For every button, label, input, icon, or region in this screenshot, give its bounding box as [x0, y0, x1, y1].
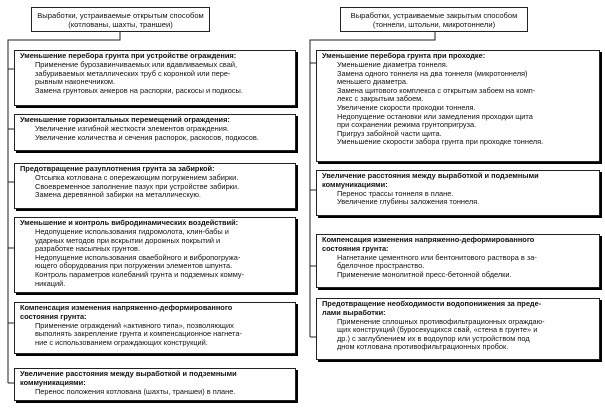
right-box-1	[316, 50, 600, 162]
box-title: Предотвращение необходимости водопонижения за преде- лами выработки:	[322, 299, 542, 317]
list-item: Нагнетание цементного или бентонитового раствора в за- бделочное пространство.	[337, 252, 537, 271]
left-header-line1: Выработки, устраиваемые открытым способом	[37, 11, 204, 20]
list-item: Недопущение использования сваебойного и вибропогружа- ющего оборудования при погружении элементов шпунта.	[35, 252, 241, 271]
box-title: Предотвращение разуплотнения грунта за забиркой:	[20, 164, 215, 173]
box-title: Уменьшение перебора грунта при проходке:	[322, 51, 486, 60]
left-box-6	[14, 368, 296, 401]
left-box-3	[14, 163, 296, 209]
list-item: Перенос трассы тоннеля в плане.	[337, 188, 454, 198]
left-header	[31, 7, 210, 32]
list-item: Замена грунтовых анкеров на распорки, раскосы и подкосы.	[35, 85, 243, 95]
list-item: Замена одного тоннеля на два тоннеля (микротоннеля) меньшего диаметра.	[337, 68, 528, 87]
box-title: Увеличение расстояния между выработкой и подземными коммуникациями:	[20, 369, 237, 387]
list-item: Применение бурозавинчиваемых или вдавливаемых свай, забуриваемых металлических труб с коронкой или пере- рывным наконечником.	[35, 60, 238, 87]
left-box-4	[14, 217, 296, 293]
list-item: Недопущение использования гидромолота, клин-бабы и ударных методов при вскрытии дорожных покрытий и разработке насыпных грунтов.	[35, 227, 229, 254]
list-item: Увеличение изгибной жесткости элементов ограждения.	[35, 124, 229, 134]
right-box-3	[316, 234, 600, 288]
list-item: Увеличение скорости проходки тоннеля.	[337, 103, 476, 113]
list-item: Уменьшение диаметра тоннеля.	[337, 60, 448, 70]
list-item: Недопущение остановки или замедления проходки щита при сохранении режима грунтопригруза.	[337, 111, 533, 130]
list-item: Применение монолитной пресс-бетонной обделки.	[337, 269, 512, 279]
right-box-4	[316, 298, 600, 360]
list-item: Контроль параметров колебаний грунта и подземных комму- никаций.	[35, 270, 245, 288]
box-title: Уменьшение перебора грунта при устройстве ограждения:	[20, 51, 237, 60]
list-item: Увеличение количества и сечения распорок, раскосов, подкосов.	[35, 132, 259, 142]
right-header-line2: (тоннели, штольни, микротоннели)	[372, 20, 496, 29]
box-title: Уменьшение горизонтальных перемещений ограждения:	[20, 115, 230, 124]
left-box-2	[14, 114, 296, 151]
list-item: Применение сплошных противофильтрационных ограждаю- щих конструкций (буросекущихся свай, «стена в грунте» и др.) с заглублением их в водоупор или устройством под дном котлована противофильтрационных пробок.	[337, 316, 545, 352]
box-title: Увеличение расстояния между выработкой и подземными коммуникациями:	[322, 171, 539, 189]
list-item: Перенос положения котлована (шахты, траншеи) в плане.	[35, 386, 236, 396]
left-box-1	[14, 50, 296, 106]
right-header	[340, 7, 528, 32]
box-title: Компенсация изменения напряженно-деформированного состояния грунта:	[322, 235, 535, 253]
list-item: Пригруз забойной части щита.	[337, 128, 442, 138]
box-title: Компенсация изменения напряженно-деформированного состояния грунта:	[20, 303, 233, 321]
list-item: Применение ограждений «активного типа», позволяющих выполнять закрепление грунта и компенсационное нагнета- ние с использованием ограждающих конструкций.	[35, 320, 242, 347]
right-header-line1: Выработки, устраиваемые закрытым способом	[350, 11, 518, 20]
list-item: Замена щитового комплекса с открытым забоем на комп- лекс с закрытым забоем.	[337, 85, 536, 104]
box-title: Уменьшение и контроль вибродинамических воздействий:	[20, 218, 239, 227]
list-item: Замена деревянной забирки на металлическую.	[35, 190, 201, 200]
list-item: Своевременное заполнение пазух при устройстве забирки.	[35, 181, 240, 191]
left-box-5	[14, 302, 296, 354]
right-box-2	[316, 170, 600, 216]
list-item: Увеличение глубины заложения тоннеля.	[337, 197, 480, 207]
list-item: Отсыпка котлована с опережающим погружением забирки.	[35, 173, 239, 183]
left-header-line2: (котлованы, шахты, траншеи)	[68, 20, 173, 29]
list-item: Уменьшение скорости забора грунта при проходке тоннеля.	[337, 137, 544, 147]
